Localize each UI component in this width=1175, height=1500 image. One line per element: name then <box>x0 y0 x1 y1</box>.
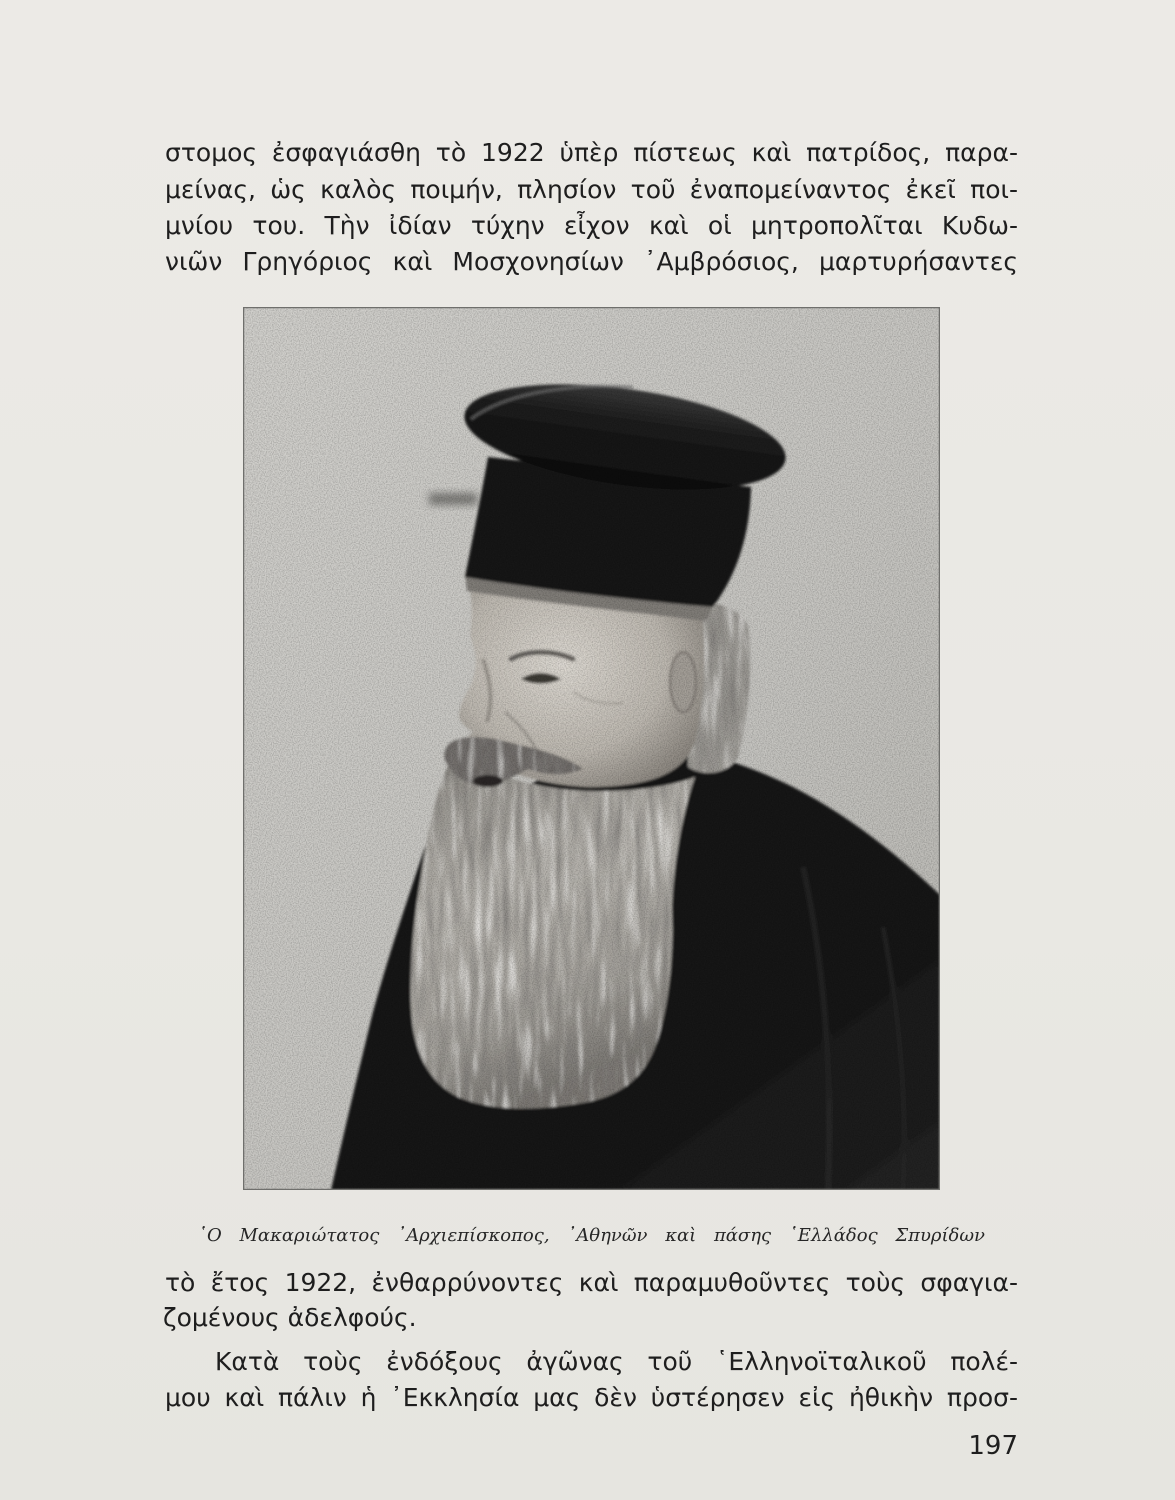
photo-grain <box>243 307 940 1190</box>
body-text-line: ζομένους ἀδελφούς. <box>163 1303 417 1332</box>
body-text-line: μείνας, ὡς καλὸς ποιμήν, πλησίον τοῦ ἐναπομείναντος ἐκεῖ ποι- <box>165 175 1018 204</box>
page-number: 197 <box>968 1431 1018 1461</box>
photo-caption: ῾Ο Μακαριώτατος ᾿Αρχιεπίσκοπος, ᾿Αθηνῶν καὶ πάσης ῾Ελλάδος Σπυρίδων <box>198 1225 985 1246</box>
body-text-line: μνίου του. Τὴν ἰδίαν τύχην εἶχον καὶ οἱ μητροπολῖται Κυδω- <box>165 211 1018 240</box>
portrait-photo <box>243 307 940 1190</box>
paragraph-first-line: Κατὰ τοὺς ἐνδόξους ἀγῶνας τοῦ ῾Ελληνοϊταλικοῦ πολέ- <box>215 1347 1018 1376</box>
body-text-line: νιῶν Γρηγόριος καὶ Μοσχονησίων ᾿Αμβρόσιος, μαρτυρήσαντες <box>165 247 1018 276</box>
body-text-line: τὸ ἔτος 1922, ἐνθαρρύνοντες καὶ παραμυθοῦντες τοὺς σφαγια- <box>165 1268 1018 1297</box>
body-text-line: στομος ἐσφαγιάσθη τὸ 1922 ὑπὲρ πίστεως καὶ πατρίδος, παρα- <box>165 138 1018 167</box>
body-text-line: μου καὶ πάλιν ἡ ᾿Εκκλησία μας δὲν ὑστέρησεν εἰς ἠθικὴν προσ- <box>165 1383 1018 1412</box>
